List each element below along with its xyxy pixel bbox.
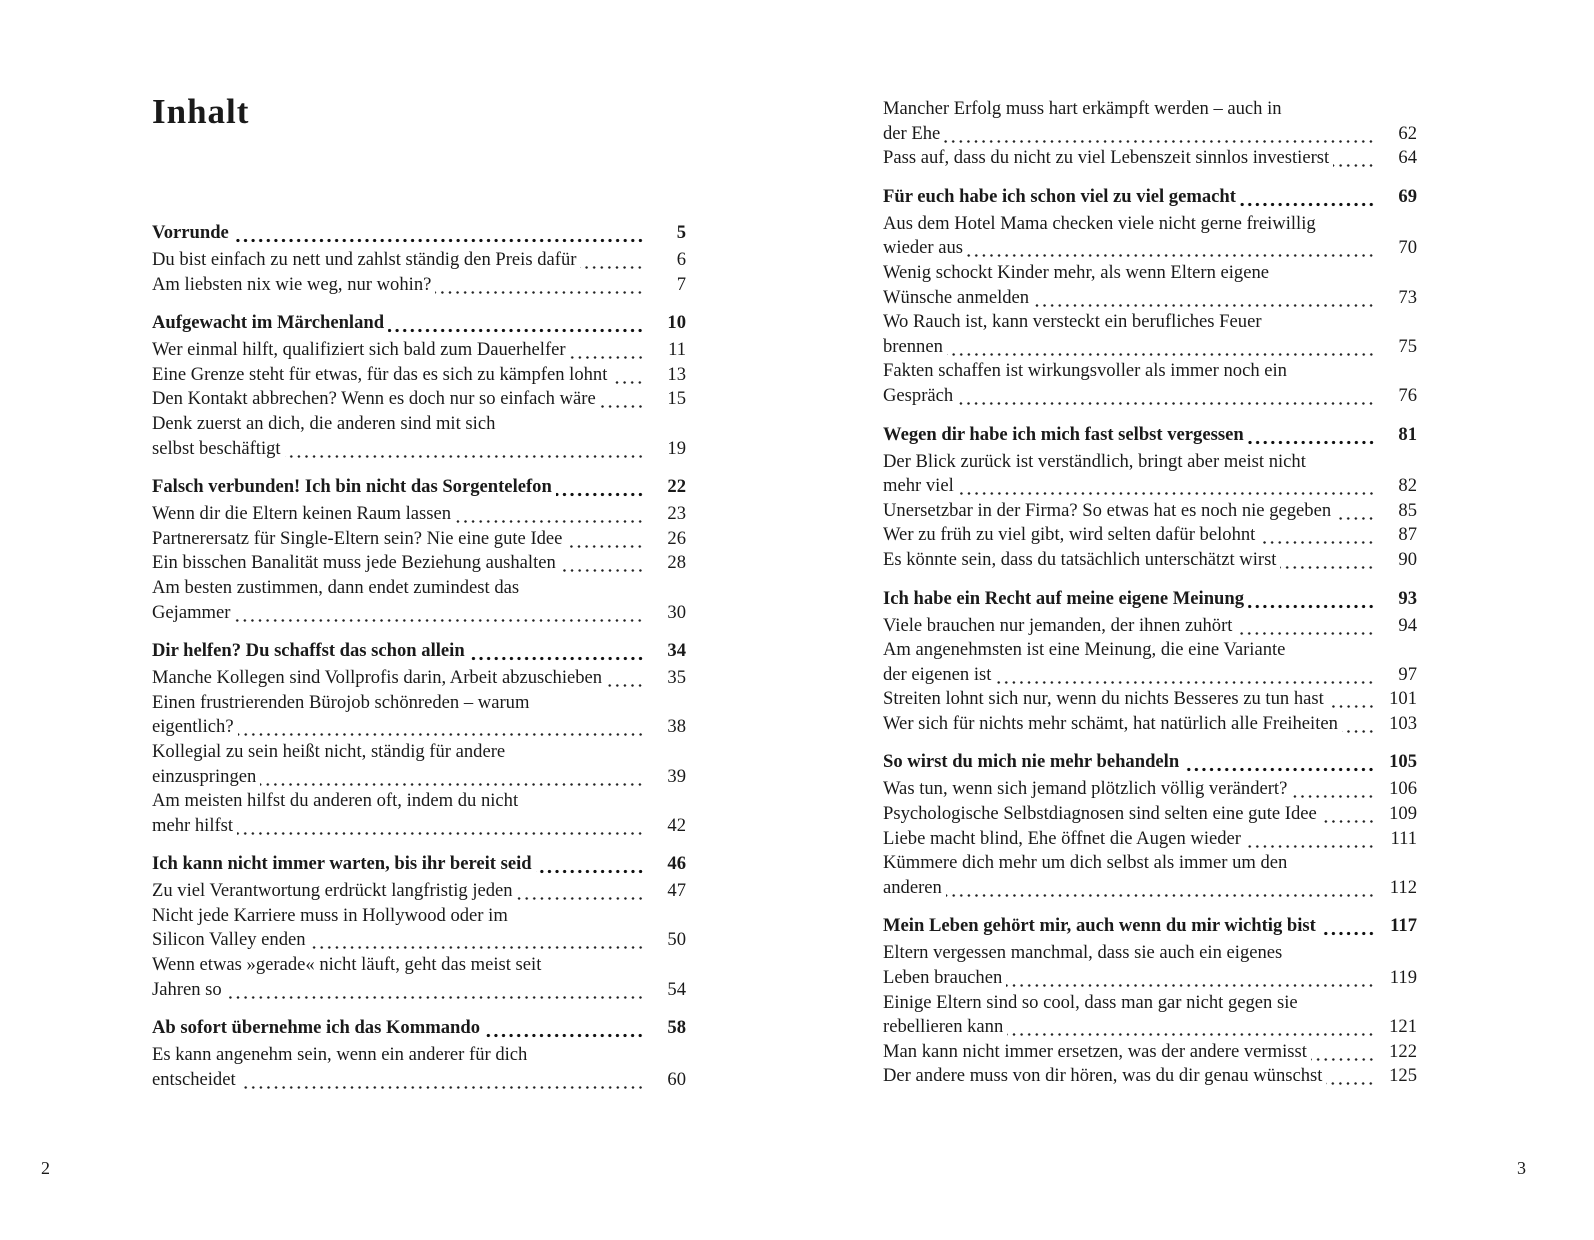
toc-entry-line [883,310,1417,335]
entry-page-number: 112 [1389,876,1417,898]
dot-leader [1007,1015,1375,1040]
dot-leader [260,765,644,790]
dot-leader [455,502,644,527]
entry-title: Was tun, wenn sich jemand plötzlich völlig verändert? [883,778,1288,800]
entry-page-number: 64 [1398,147,1417,169]
entry-page-number: 30 [667,601,686,623]
entry-title: Streiten lohnt sich nur, wenn du nichts Besseres zu tun hast [883,688,1324,710]
toc-entry-line [883,966,1417,991]
entry-title: Aufgewacht im Märchenland [152,312,385,334]
toc-entry-line [883,146,1417,171]
dot-leader [237,814,644,839]
dot-leader [958,474,1375,499]
toc-entry-line [152,437,686,462]
dot-leader [606,666,644,691]
toc-entry-line [883,122,1417,147]
entry-title: Unersetzbar in der Firma? So etwas hat es noch nie gegeben [883,499,1332,521]
toc-entry-line [152,691,686,716]
entry-title: Einige Eltern sind so cool, dass man gar nicht gegen sie [883,991,1298,1013]
section-heading [883,914,1417,941]
toc-section [152,639,686,838]
toc-section [152,1016,686,1092]
toc-section [883,423,1417,573]
entry-title: Falsch verbunden! Ich bin nicht das Sorgentelefon [152,476,552,498]
entry-page-number: 119 [1389,967,1417,989]
toc-entry-line [883,1015,1417,1040]
entry-title: Nicht jede Karriere muss in Hollywood oder im [152,904,508,926]
dot-leader [484,1016,644,1041]
dot-leader [1311,1040,1375,1065]
toc-entry-line [883,777,1417,802]
entry-title: mehr viel [883,475,954,497]
entry-page-number: 93 [1398,587,1417,609]
dot-leader [556,475,644,500]
toc-entry-line [883,1040,1417,1065]
entry-title: Am meisten hilfst du anderen oft, indem du nicht [152,790,519,812]
entry-title: Jahren so [152,978,222,1000]
entry-title: Wer einmal hilft, qualifiziert sich bald zum Dauerhelfer [152,339,566,361]
entry-page-number: 47 [667,880,686,902]
dot-leader [1006,966,1375,991]
dot-leader [947,335,1375,360]
entry-page-number: 62 [1398,122,1417,144]
entry-title: Wer zu früh zu viel gibt, wird selten dafür belohnt [883,524,1256,546]
dot-leader [388,311,644,336]
entry-title: Liebe macht blind, Ehe öffnet die Augen wieder [883,827,1241,849]
toc-entry-line [883,827,1417,852]
entry-page-number: 7 [676,273,686,295]
toc-entry-line [883,941,1417,966]
entry-title: Einen frustrierenden Bürojob schönreden – warum [152,691,530,713]
dot-leader [1033,286,1375,311]
entry-page-number: 87 [1398,524,1417,546]
entry-title: der eigenen ist [883,663,992,685]
toc-entry-line [883,663,1417,688]
toc-section [883,185,1417,409]
entry-title: Wenig schockt Kinder mehr, als wenn Eltern eigene [883,261,1270,283]
dot-leader [1245,827,1375,852]
entry-title: Pass auf, dass du nicht zu viel Lebenszeit sinnlos investierst [883,147,1330,169]
entry-title: Manche Kollegen sind Vollprofis darin, Arbeit abzuschieben [152,667,603,689]
toc-entry-line [883,851,1417,876]
entry-title: Es könnte sein, dass du tatsächlich unterschätzt wirst [883,548,1277,570]
entry-title: Wenn dir die Eltern keinen Raum lassen [152,503,452,525]
entry-title: Aus dem Hotel Mama checken viele nicht gerne freiwillig [883,212,1316,234]
toc-entry-line [883,97,1417,122]
entry-title: Mein Leben gehört mir, auch wenn du mir wichtig bist [883,915,1316,937]
entry-page-number: 109 [1389,803,1417,825]
dot-leader [1320,914,1375,939]
entry-title: Eine Grenze steht für etwas, für das es sich zu kämpfen lohnt [152,363,608,385]
toc-section [152,852,686,1002]
entry-page-number: 15 [667,388,686,410]
section-heading [883,185,1417,212]
entry-title: Denk zuerst an dich, die anderen sind mit sich [152,412,496,434]
entry-page-number: 70 [1398,237,1417,259]
section-heading [152,639,686,666]
section-heading [152,221,686,248]
dot-leader [600,387,644,412]
dot-leader [944,122,1375,147]
entry-title: Der Blick zurück ist verständlich, bringt aber meist nicht [883,450,1306,472]
entry-title: Wo Rauch ist, kann versteckt ein berufliches Feuer [883,311,1262,333]
entry-title: wieder aus [883,237,964,259]
entry-page-number: 90 [1398,548,1417,570]
entry-page-number: 106 [1389,778,1417,800]
entry-title: Psychologische Selbstdiagnosen sind selten eine gute Idee [883,803,1317,825]
entry-page-number: 19 [667,437,686,459]
toc-entry-line [152,576,686,601]
toc-entry-line [883,499,1417,524]
toc-entry-line [883,614,1417,639]
toc-entry-line [152,765,686,790]
dot-leader [1259,523,1375,548]
toc-entry-line [152,953,686,978]
toc-entry-line [152,412,686,437]
entry-page-number: 125 [1389,1065,1417,1087]
toc-entry-line [152,502,686,527]
toc-entry-line [883,474,1417,499]
entry-page-number: 81 [1398,423,1417,445]
dot-leader [1183,750,1375,775]
toc-entry-line [883,523,1417,548]
section-heading [883,750,1417,777]
dot-leader [469,639,644,664]
toc-entry-line [152,904,686,929]
entry-page-number: 73 [1398,286,1417,308]
dot-leader [1291,777,1375,802]
entry-page-number: 76 [1398,384,1417,406]
entry-page-number: 23 [667,503,686,525]
toc-entry-line [883,450,1417,475]
entry-title: Kollegial zu sein heißt nicht, ständig für andere [152,740,506,762]
toc-entry-line [883,212,1417,237]
entry-page-number: 28 [667,552,686,574]
dot-leader [580,248,644,273]
section-heading [883,587,1417,614]
entry-title: Leben brauchen [883,967,1003,989]
entry-title: entscheidet [152,1068,236,1090]
entry-page-number: 111 [1390,827,1417,849]
dot-leader [1321,802,1375,827]
entry-title: Wer sich für nichts mehr schämt, hat natürlich alle Freiheiten [883,712,1338,734]
toc-entry-line [152,715,686,740]
dot-leader [238,715,644,740]
entry-page-number: 85 [1398,499,1417,521]
entry-page-number: 101 [1389,688,1417,710]
entry-page-number: 39 [667,765,686,787]
dot-leader [946,876,1375,901]
entry-title: Du bist einfach zu nett und zahlst ständig den Preis dafür [152,249,577,270]
entry-page-number: 42 [667,814,686,836]
toc-entry-line [883,687,1417,712]
dot-leader [560,551,644,576]
toc-entry-line [152,879,686,904]
entry-page-number: 97 [1398,663,1417,685]
dot-leader [226,978,644,1003]
entry-title: Für euch habe ich schon viel zu viel gemacht [883,185,1236,207]
dot-leader [234,601,644,626]
toc-entry-line [152,248,686,273]
dot-leader [1248,587,1375,612]
entry-page-number: 35 [667,667,686,689]
toc-entry-line [152,363,686,388]
entry-title: Am besten zustimmen, dann endet zumindest das [152,576,520,598]
entry-title: Am angenehmsten ist eine Meinung, die eine Variante [883,639,1286,661]
entry-page-number: 38 [667,716,686,738]
dot-leader [1240,185,1375,210]
entry-title: brennen [883,335,943,357]
entry-title: Gespräch [883,384,954,406]
entry-page-number: 11 [668,339,686,361]
toc-entry-line [883,384,1417,409]
entry-page-number: 10 [667,312,686,334]
dot-leader [1248,423,1375,448]
dot-leader [517,879,644,904]
entry-title: Ab sofort übernehme ich das Kommando [152,1017,480,1039]
entry-title: Wegen dir habe ich mich fast selbst vergessen [883,423,1244,445]
entry-page-number: 50 [667,929,686,951]
entry-title: Der andere muss von dir hören, was du dir genau wünschst [883,1065,1323,1087]
entry-title: Den Kontakt abbrechen? Wenn es doch nur so einfach wäre [152,388,596,410]
toc-entry-line [152,273,686,298]
entry-page-number: 5 [676,222,686,243]
toc-entry-line [152,338,686,363]
dot-leader [957,384,1375,409]
toc-entry-line [883,1064,1417,1089]
page-title: Inhalt [152,92,250,131]
entry-title: Es kann angenehm sein, wenn ein anderer für dich [152,1044,528,1066]
entry-title: Wenn etwas »gerade« nicht läuft, geht das meist seit [152,954,542,976]
dot-leader [240,1068,644,1093]
dot-leader [536,852,644,877]
entry-page-number: 117 [1390,915,1417,937]
toc-section [883,914,1417,1089]
entry-title: eigentlich? [152,716,234,738]
entry-title: Fakten schaffen ist wirkungsvoller als immer noch ein [883,360,1287,382]
entry-page-number: 82 [1398,475,1417,497]
entry-title: Gejammer [152,601,231,623]
toc-entry-line [883,236,1417,261]
toc-entry-line [152,387,686,412]
toc-right-column [883,97,1417,1103]
entry-page-number: 46 [667,853,686,875]
entry-page-number: 60 [667,1068,686,1090]
toc-entry-line [152,978,686,1003]
entry-page-number: 54 [667,978,686,1000]
toc-section [883,750,1417,900]
entry-page-number: 75 [1398,335,1417,357]
section-heading [152,311,686,338]
toc-section [152,475,686,625]
dot-leader [1335,499,1375,524]
toc-left-column [152,221,686,1106]
toc-entry-line [883,359,1417,384]
entry-page-number: 105 [1389,751,1417,773]
dot-leader [1326,1064,1375,1089]
dot-leader [1280,548,1375,573]
entry-page-number: 103 [1389,712,1417,734]
entry-page-number: 94 [1398,614,1417,636]
toc-entry-line [883,991,1417,1016]
dot-leader [1342,712,1375,737]
toc-entry-line [883,802,1417,827]
toc-section [152,221,686,297]
dot-leader [435,273,644,298]
entry-title: So wirst du mich nie mehr behandeln [883,751,1180,773]
entry-title: selbst beschäftigt [152,437,281,459]
toc-section [152,311,686,461]
page-number-left: 2 [41,1158,50,1178]
entry-title: Am liebsten nix wie weg, nur wohin? [152,273,432,295]
entry-title: Ich kann nicht immer warten, bis ihr bereit seid [152,853,532,875]
entry-title: Mancher Erfolg muss hart erkämpft werden – auch in [883,98,1282,119]
toc-entry-line [883,261,1417,286]
toc-entry-line [152,1043,686,1068]
toc-entry-line [152,666,686,691]
entry-title: Wünsche anmelden [883,286,1030,308]
section-heading [152,475,686,502]
dot-leader [233,221,644,246]
toc-section [883,587,1417,737]
section-heading [152,1016,686,1043]
entry-page-number: 26 [667,527,686,549]
entry-title: Silicon Valley enden [152,929,306,951]
entry-page-number: 121 [1389,1016,1417,1038]
dot-leader [1333,146,1375,171]
entry-page-number: 6 [676,249,686,270]
entry-title: mehr hilfst [152,814,234,836]
toc-entry-line [883,335,1417,360]
toc-entry-line [152,740,686,765]
toc-entry-line [152,601,686,626]
entry-title: einzuspringen [152,765,257,787]
page-number-right: 3 [1517,1158,1526,1178]
dot-leader [995,663,1375,688]
toc-entry-line [883,638,1417,663]
entry-title: Dir helfen? Du schaffst das schon allein [152,640,465,662]
entry-page-number: 34 [667,640,686,662]
toc-entry-line [152,551,686,576]
entry-title: Ein bisschen Banalität muss jede Beziehung aushalten [152,552,556,574]
toc-entry-line [883,712,1417,737]
entry-title: Viele brauchen nur jemanden, der ihnen zuhört [883,614,1233,636]
toc-entry-line [152,527,686,552]
entry-title: anderen [883,876,942,898]
entry-page-number: 22 [667,476,686,498]
section-heading [883,423,1417,450]
dot-leader [566,527,644,552]
entry-title: der Ehe [883,122,941,144]
dot-leader [285,437,644,462]
entry-title: Man kann nicht immer ersetzen, was der andere vermisst [883,1040,1307,1062]
section-heading [152,852,686,879]
entry-page-number: 58 [667,1017,686,1039]
dot-leader [967,236,1375,261]
entry-title: Partnerersatz für Single-Eltern sein? Nie eine gute Idee [152,527,563,549]
entry-title: Zu viel Verantwortung erdrückt langfristig jeden [152,880,513,902]
toc-entry-line [152,1068,686,1093]
toc-entry-line [883,286,1417,311]
dot-leader [570,338,644,363]
toc-entry-line [152,928,686,953]
entry-title: Ich habe ein Recht auf meine eigene Meinung [883,587,1245,609]
entry-page-number: 122 [1389,1040,1417,1062]
dot-leader [310,928,644,953]
toc-entry-line [883,548,1417,573]
entry-title: Eltern vergessen manchmal, dass sie auch ein eigenes [883,942,1283,964]
entry-page-number: 69 [1398,185,1417,207]
toc-section [883,97,1417,171]
toc-entry-line [883,876,1417,901]
entry-title: Kümmere dich mehr um dich selbst als immer um den [883,852,1288,874]
toc-entry-line [152,814,686,839]
dot-leader [611,363,644,388]
toc-entry-line [152,789,686,814]
entry-title: rebellieren kann [883,1016,1004,1038]
dot-leader [1236,614,1375,639]
entry-page-number: 13 [667,363,686,385]
entry-title: Vorrunde [152,222,229,243]
dot-leader [1328,687,1375,712]
